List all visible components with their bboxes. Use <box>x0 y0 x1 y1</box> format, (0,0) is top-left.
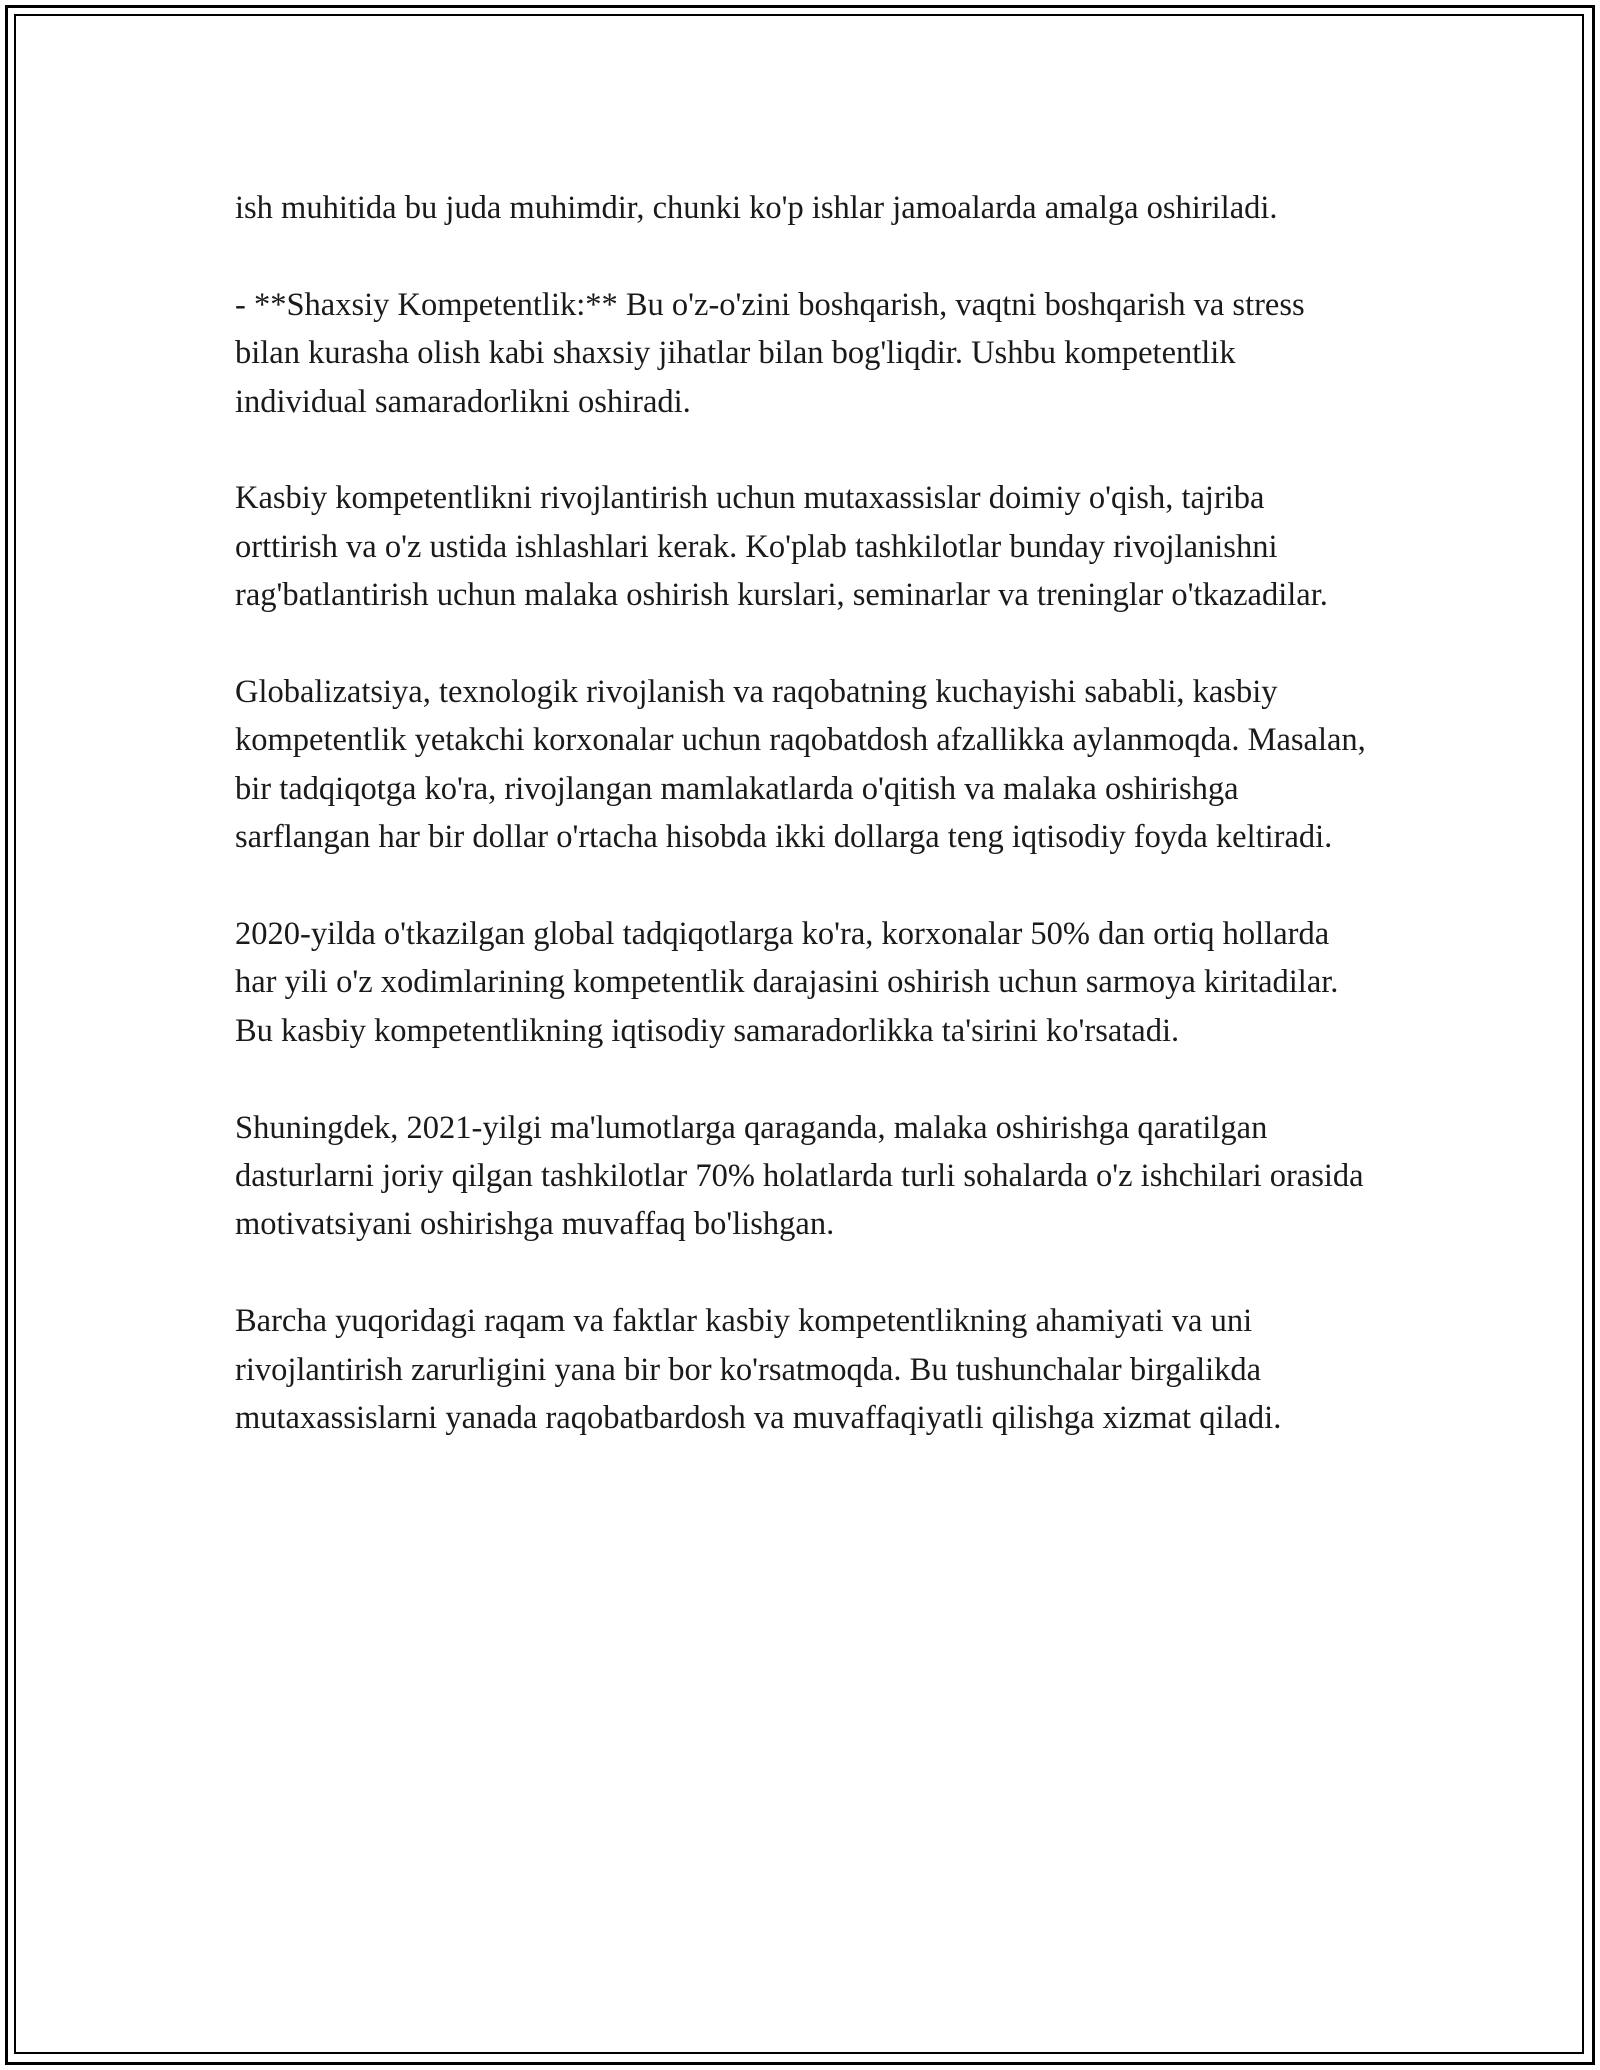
paragraph-development: Kasbiy kompetentlikni rivojlantirish uchun mutaxassislar doimiy o'qish, tajriba orttirish va o'z ustida ishlashlari kerak. Ko'plab tashkilotlar bunday rivojlanishni rag'batlantirish uchun malaka oshirish kurslari, seminarlar va treninglar o'tkazadilar. <box>235 480 1328 614</box>
paragraph-2020-research: 2020-yilda o'tkazilgan global tadqiqotlarga ko'ra, korxonalar 50% dan ortiq hollarda har yili o'z xodimlarining kompetentlik darajasini oshirish uchun sarmoya kiritadilar. Bu kasbiy kompetentlikning iqtisodiy samaradorlikka ta'sirini ko'rsatadi. <box>235 916 1347 1049</box>
document-body <box>235 184 1375 1491</box>
paragraph-conclusion: Barcha yuqoridagi raqam va faktlar kasbiy kompetentlikning ahamiyati va uni rivojlantirish zarurligini yana bir bor ko'rsatmoqda. Bu tushunchalar birgalikda mutaxassislarni yanada raqobatbardosh va muvaffaqiyatli qilishga xizmat qiladi. <box>235 1303 1282 1437</box>
paragraph-globalization: Globalizatsiya, texnologik rivojlanish va raqobatning kuchayishi sababli, kasbiy kompetentlik yetakchi korxonalar uchun raqobatdosh afzallikka aylanmoqda. Masalan, bir tadqiqotga ko'ra, rivojlangan mamlakatlarda o'qitish va malaka oshirishga sarflangan har bir dollar o'rtacha hisobda ikki dollarga teng iqtisodiy foyda keltiradi. <box>235 674 1374 856</box>
paragraph-personal-competence: - **Shaxsiy Kompetentlik:** Bu o'z-o'zini boshqarish, vaqtni boshqarish va stress bilan kurasha olish kabi shaxsiy jihatlar bilan bog'liqdir. Ushbu kompetentlik individual samaradorlikni oshiradi. <box>235 286 1313 420</box>
paragraph-2021-data: Shuningdek, 2021-yilgi ma'lumotlarga qaraganda, malaka oshirishga qaratilgan dasturlarni joriy qilgan tashkilotlar 70% holatlarda turli sohalarda o'z ishchilari orasida motivatsiyani oshirishga muvaffaq bo'lishgan. <box>235 1109 1372 1243</box>
paragraph-teamwork-continuation: ish muhitida bu juda muhimdir, chunki ko'p ishlar jamoalarda amalga oshiriladi. <box>235 190 1278 226</box>
